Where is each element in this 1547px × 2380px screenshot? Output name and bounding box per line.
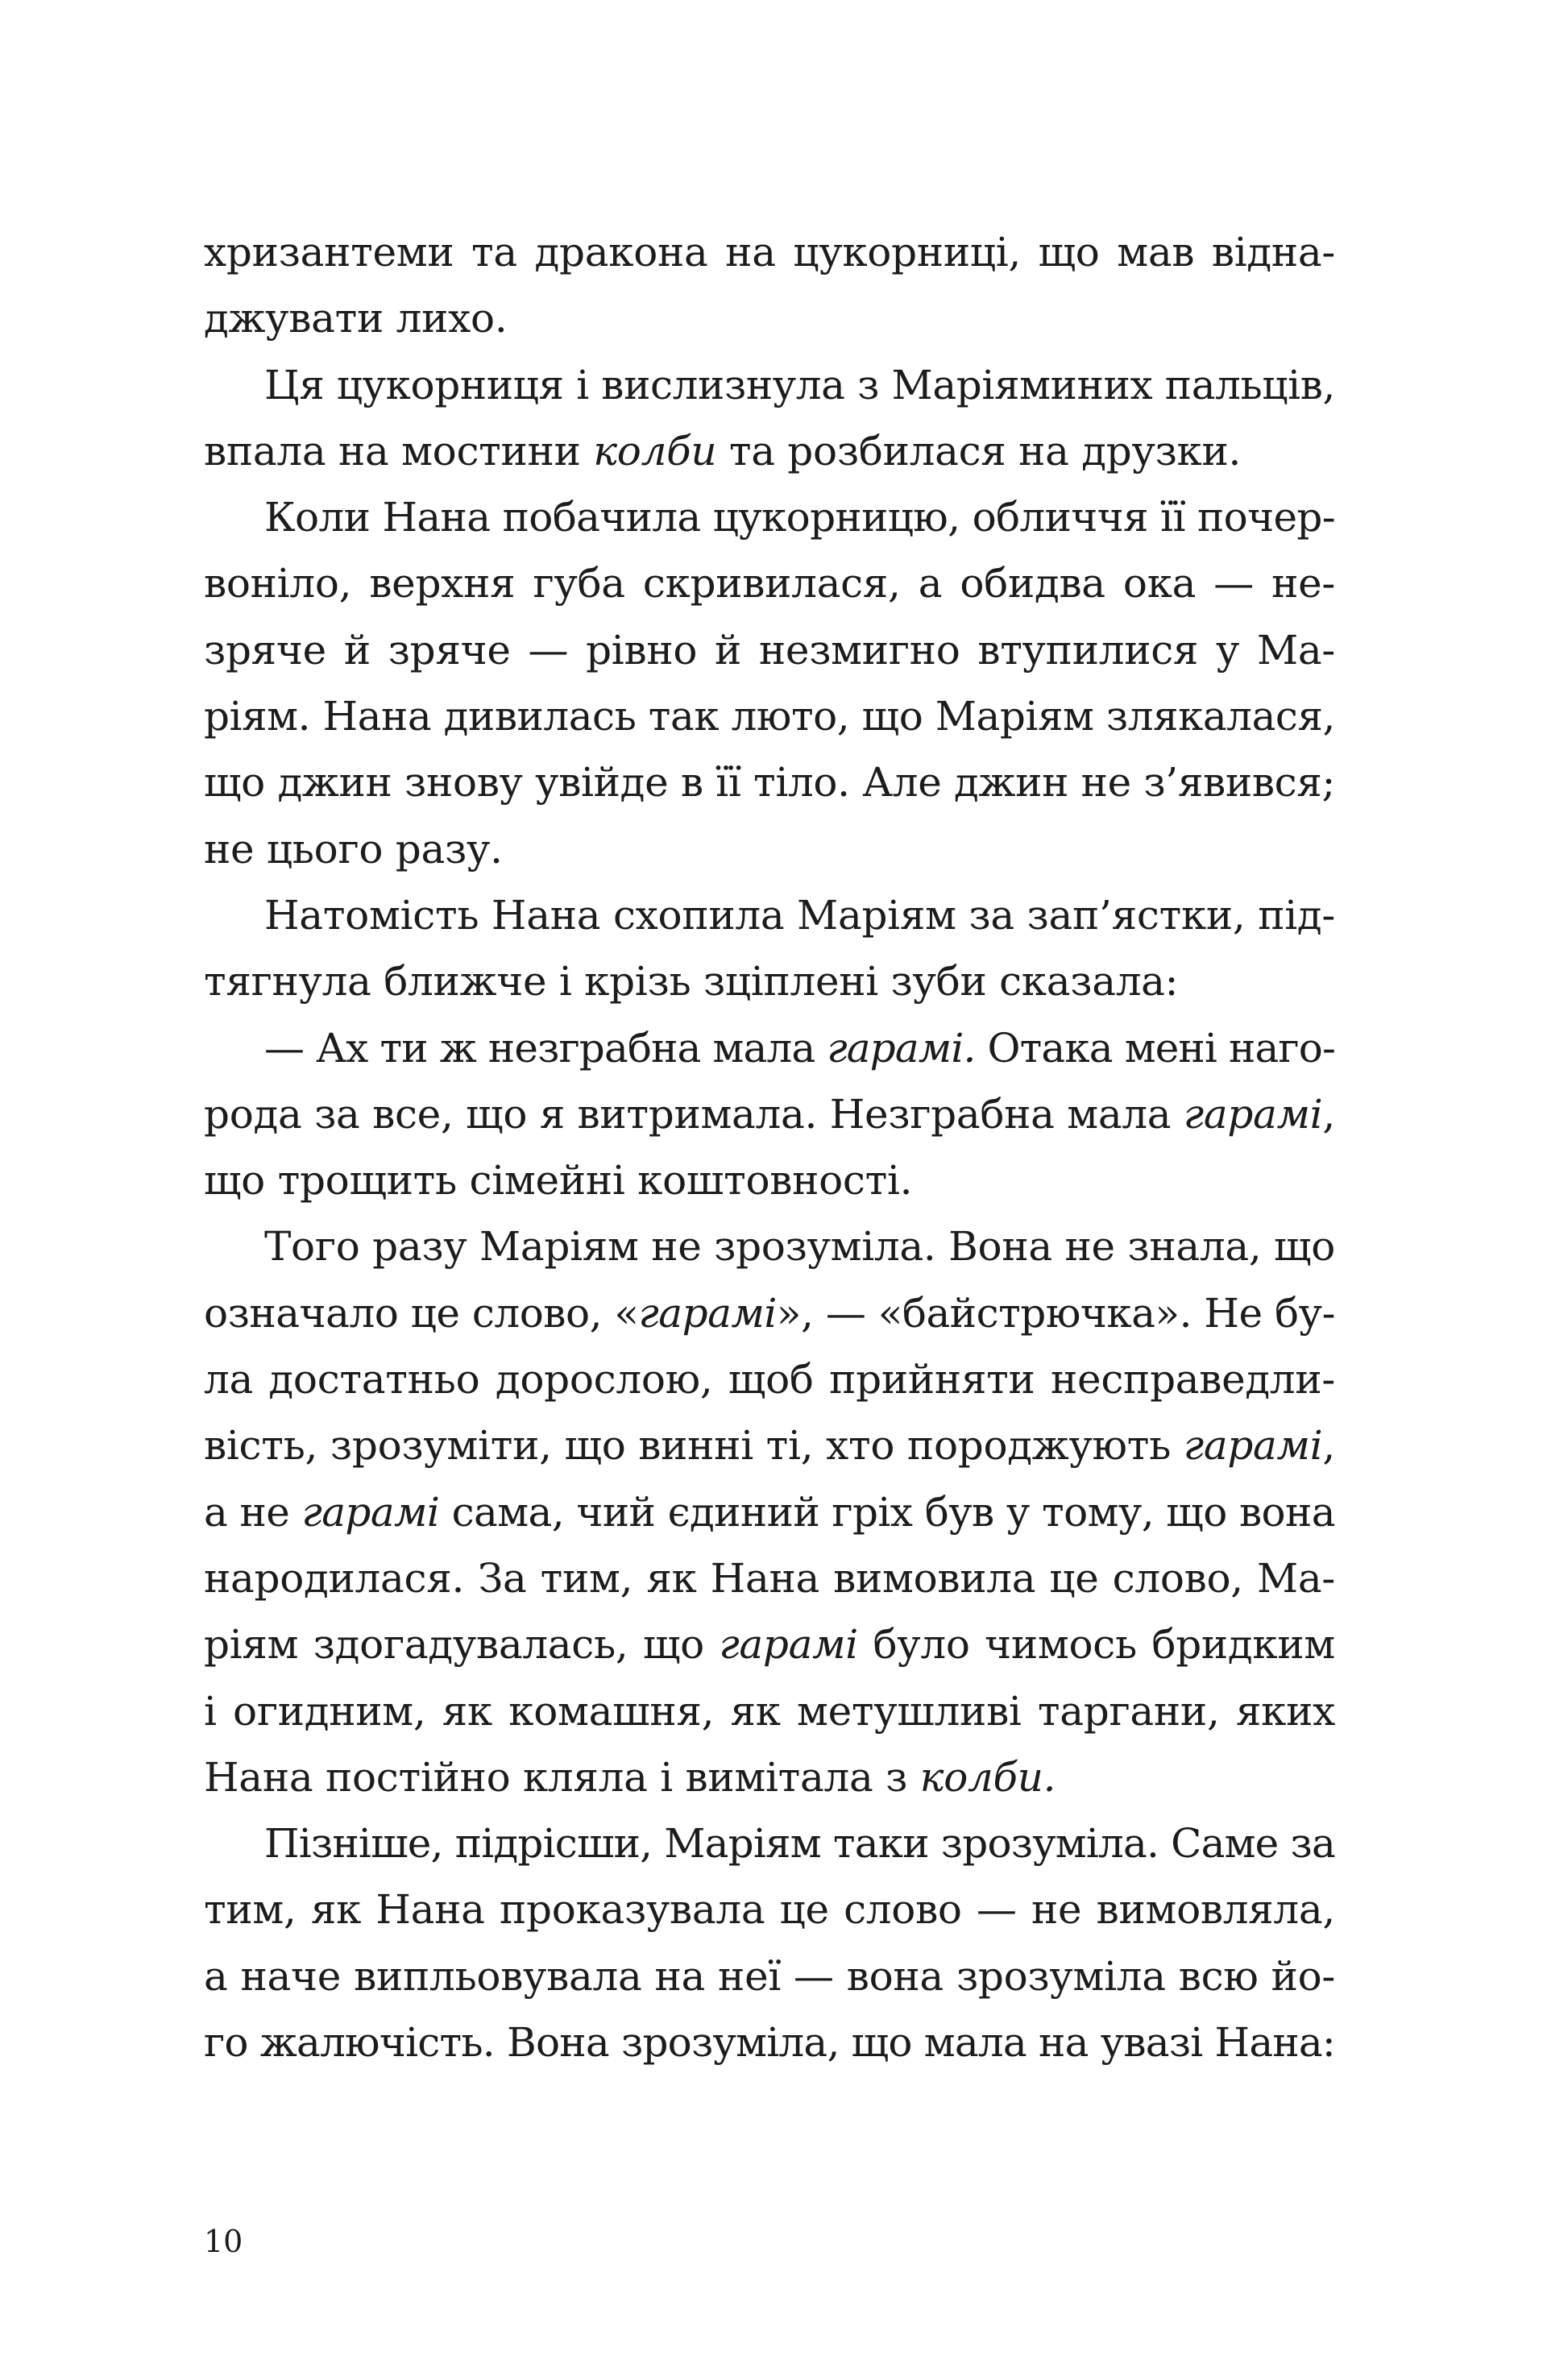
text-run: вість, зрозуміти, що винні ті, хто породжують: [204, 1422, 1184, 1470]
italic-term: гарамі: [301, 1488, 440, 1536]
text-line: [204, 550, 1335, 616]
text-run: Того разу Маріям не зрозуміла. Вона не знала, що: [264, 1223, 1335, 1271]
italic-term: колби: [593, 427, 717, 475]
text-run: зряче й зряче — рівно й незмигно втупилися у Ма-: [204, 626, 1335, 674]
text-line: [204, 749, 1335, 815]
text-line: [204, 1081, 1335, 1147]
text-run: Пізніше, підрісши, Маріям таки зрозуміла. Саме за: [264, 1820, 1335, 1868]
text-run: впала на мостини: [204, 427, 594, 475]
text-run: сама, чий єдиний гріх був у тому, що вона: [439, 1488, 1336, 1536]
text-run: », — «байстрючка». Не бу-: [776, 1289, 1335, 1337]
text-run: Нана постійно кляла і вимітала з: [204, 1753, 920, 1801]
text-run: Коли Нана побачила цукорницю, обличчя її почер-: [264, 494, 1335, 541]
text-line: [204, 1280, 1335, 1346]
text-run: воніло, верхня губа скривилася, а обидва ока — не-: [204, 560, 1335, 607]
text-run: ,: [1322, 1090, 1336, 1138]
text-run: Ця цукорниця і вислизнула з Маріяминих пальців,: [264, 361, 1335, 408]
text-line: [204, 1545, 1335, 1611]
text-line: [204, 2009, 1335, 2075]
text-line: [204, 816, 1335, 882]
text-run: та розбилася на друзки.: [716, 427, 1242, 475]
text-run: ріям здогадувалась, що: [204, 1621, 720, 1669]
text-run: ла достатньо дорослою, щоб прийняти несправедли-: [204, 1356, 1335, 1404]
text-line: [204, 1678, 1335, 1744]
paragraph-first-line: [204, 1015, 1335, 1081]
italic-term: гарамі: [1183, 1422, 1323, 1470]
text-line: [204, 285, 1335, 351]
text-run: го жалючість. Вона зрозуміла, що мала на увазі Нана:: [204, 2019, 1335, 2067]
text-line: [204, 418, 1335, 484]
text-line: [204, 1876, 1335, 1943]
text-line: [204, 1943, 1335, 2009]
text-run: Натомість Нана схопила Маріям за зап’ястки, під-: [264, 891, 1335, 939]
italic-term: гарамі: [638, 1289, 777, 1337]
text-run: тим, як Нана проказувала це слово — не вимовляла,: [204, 1886, 1335, 1934]
text-run: і огидним, як комашня, як метушливі таргани, яких: [204, 1687, 1335, 1735]
paragraph-first-line: [204, 1810, 1335, 1876]
italic-term: гарамі.: [827, 1024, 976, 1072]
text-run: — Ах ти ж незграбна мала: [264, 1024, 827, 1072]
text-line: [204, 1744, 1335, 1810]
text-line: [204, 1412, 1335, 1478]
body-text: [204, 219, 1335, 2075]
italic-term: гарамі: [1183, 1090, 1323, 1138]
text-run: було чимось бридким: [858, 1621, 1335, 1669]
text-run: а наче випльовувала на неї — вона зрозуміла всю йо-: [204, 1952, 1335, 2000]
text-run: а не: [204, 1488, 302, 1536]
text-run: тягнула ближче і крізь зціплені зуби сказала:: [204, 958, 1179, 1005]
text-line: [204, 617, 1335, 683]
text-run: не цього разу.: [204, 825, 503, 873]
paragraph-first-line: [204, 352, 1335, 418]
text-run: що джин знову увійде в її тіло. Але джин не з’явився;: [204, 759, 1335, 806]
text-line: [204, 1346, 1335, 1412]
text-run: ріям. Нана дивилась так люто, що Маріям злякалася,: [204, 693, 1335, 740]
italic-term: гарамі: [719, 1621, 858, 1669]
text-run: Отака мені наго-: [975, 1024, 1335, 1072]
text-line: [204, 219, 1335, 285]
text-run: хризантеми та дракона на цукорниці, що мав відна-: [204, 229, 1335, 276]
text-line: [204, 1147, 1335, 1213]
paragraph-first-line: [204, 484, 1335, 550]
text-line: [204, 1611, 1335, 1677]
paragraph-first-line: [204, 1213, 1335, 1279]
text-line: [204, 948, 1335, 1014]
text-line: [204, 683, 1335, 749]
text-run: ,: [1322, 1422, 1335, 1470]
page-number: 10: [204, 2224, 243, 2259]
text-run: народилася. За тим, як Нана вимовила це слово, Ма-: [204, 1554, 1335, 1602]
text-run: джувати лихо.: [204, 295, 508, 342]
text-run: означало це слово, «: [204, 1289, 639, 1337]
paragraph-first-line: [204, 882, 1335, 948]
italic-term: колби.: [919, 1753, 1056, 1801]
text-line: [204, 1479, 1335, 1545]
text-run: що трощить сімейні коштовності.: [204, 1157, 913, 1205]
text-run: рода за все, що я витримала. Незграбна мала: [204, 1090, 1184, 1138]
